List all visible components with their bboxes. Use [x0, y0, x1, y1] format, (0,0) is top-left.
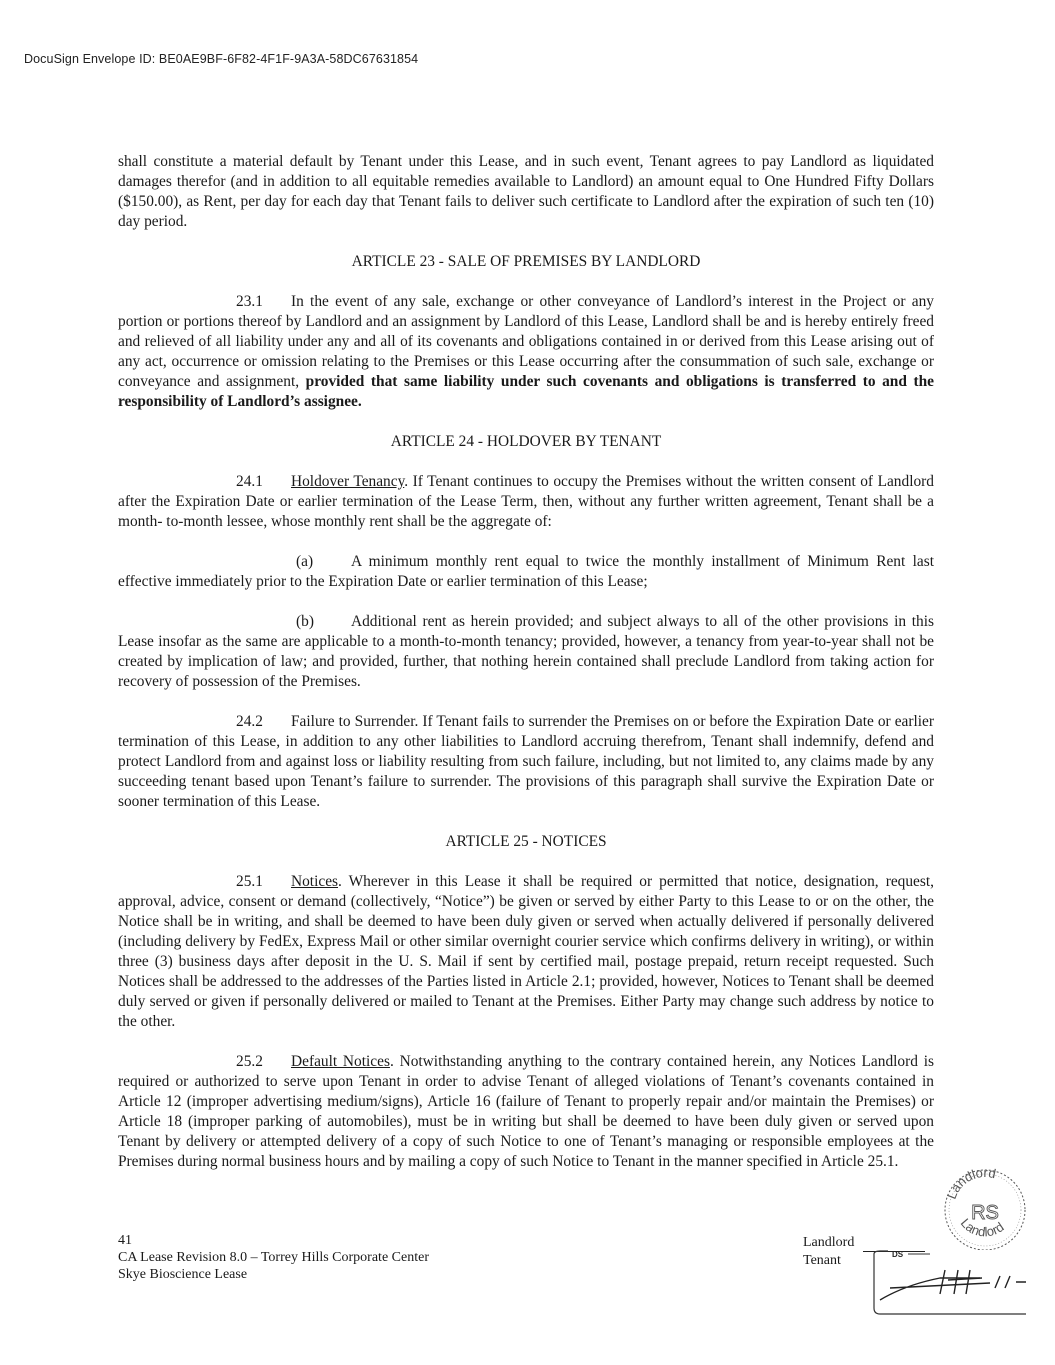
- section-text: In the event of any sale, exchange or other conveyance of Landlord’s interest in the Project or any portion or portions thereof by Landlord and an assignment by Landlord of this Lease, Landlord shall be and is hereby entirely freed and relieved of all liability under any and all of its covenants and obligations contained in or derived from this Lease arising out of any act, occurrence or omission relating to the Premises or this Lease occurring after the consummation of such sale, exchange or conveyance and assignment,: [118, 293, 934, 390]
- section-number: 25.1: [236, 873, 263, 890]
- subsection-24-1-a: [118, 552, 934, 592]
- subsection-text: A minimum monthly rent equal to twice the monthly installment of Minimum Rent last effective immediately prior to the Expiration Date or earlier termination of this Lease;: [118, 553, 934, 590]
- subsection-label: (a): [296, 553, 314, 570]
- section-23-1: [118, 292, 934, 412]
- article-23-heading: ARTICLE 23 - SALE OF PREMISES BY LANDLORD: [351, 253, 701, 270]
- subsection-24-1-b: [118, 612, 934, 692]
- stamp-initials: RS: [971, 1202, 999, 1224]
- stamp-top-text: Landlord: [943, 1164, 998, 1202]
- section-text: Notwithstanding anything to the contrary contained herein, any Notices Landlord is required or authorized to serve upon Tenant in order to advise Tenant of alleged violations of Tenant’s covenants contained in Article 12 (improper advertising medium/signs), Article 16 (failure of Tenant to properly repair and/or maintain the Premises) or Article 18 (improper parking of automobiles), must be in writing but shall be deemed to have been duly given or served upon Tenant by delivery or attempted delivery of a copy of such Notice to one of Tenant’s managing or responsible employees at the Premises during normal business hours and by mailing a copy of such Notice to Tenant in the manner specified in Article 25.1.: [118, 1053, 934, 1170]
- section-title: Notices: [291, 873, 339, 890]
- docusign-envelope-id: DocuSign Envelope ID: BE0AE9BF-6F82-4F1F-9A3A-58DC67631854: [24, 52, 419, 66]
- subsection-label: (b): [296, 613, 314, 630]
- section-bold-text: provided that same liability under such covenants and obligations is transferred to and the responsibility of Landlord’s assignee.: [118, 373, 934, 410]
- signature-stroke: [880, 1278, 990, 1300]
- footer-revision-line: CA Lease Revision 8.0 – Torrey Hills Corporate Center: [118, 1250, 429, 1265]
- section-number: 25.2: [236, 1053, 263, 1070]
- docusign-ds-label: DS: [892, 1250, 904, 1259]
- section-25-1: 25.1 Notices. Wherever in this Lease it shall be required or permitted that notice, designation, request, approval, advice, consent or demand (collectively, “Notice”) be given or served by either Party to this Lease to or on the other, the Notice shall be in writing, and shall be deemed to have been duly given or served when actually delivered if personally delivered (including delivery by FedEx, Express Mail or other similar overnight courier service which confirms delivery in writing), or within three (3) business days after deposit in the U. S. Mail if sent by certified mail, postage prepaid, return receipt requested. Such Notices shall be addressed to the addresses of the Parties listed in Article 2.1; provided, however, Notices to Tenant shall be deemed duly served or given if personally delivered or mailed to Tenant at the Premises. Either Party may change such address by notice to the other.: [118, 873, 935, 1030]
- stamp-bottom-text: Landlord: [957, 1215, 1007, 1240]
- section-title: Failure to Surrender.: [291, 713, 419, 730]
- tenant-docusign-signature: [860, 1248, 1030, 1320]
- page-number: 41: [118, 1233, 132, 1248]
- tenant-label: Tenant: [803, 1253, 841, 1268]
- lease-page-body: [118, 152, 934, 1172]
- section-24-1: 24.1 Holdover Tenancy. If Tenant continues to occupy the Premises without the written consent of Landlord after the Expiration Date or earlier termination of the Lease Term, then, without any further written agreement, Tenant shall be a month- to-month lessee, whose monthly rent shall be the aggregate of:: [118, 473, 934, 530]
- section-text: Wherever in this Lease it shall be required or permitted that notice, designation, request, approval, advice, consent or demand (collectively, “Notice”) be given or served by either Party to this Lease to or on the other, the Notice shall be in writing, and shall be deemed to have been duly given or served when actually delivered if personally delivered (including delivery by FedEx, Express Mail or other similar overnight courier service which confirms delivery in writing), or within three (3) business days after deposit in the U. S. Mail if sent by certified mail, postage prepaid, return receipt requested. Such Notices shall be addressed to the addresses of the Parties listed in Article 2.1; provided, however, Notices to Tenant shall be deemed duly served or given if personally delivered or mailed to Tenant at the Premises. Either Party may change such address by notice to the other.: [118, 873, 935, 1030]
- section-number: 23.1: [236, 293, 263, 310]
- signature-initials-stroke: [940, 1270, 1026, 1294]
- section-25-2: 25.2 Default Notices. Notwithstanding anything to the contrary contained herein, any Notices Landlord is required or authorized to serve upon Tenant in order to advise Tenant of alleged violations of Tenant’s covenants contained in Article 12 (improper advertising medium/signs), Article 16 (failure of Tenant to properly repair and/or maintain the Premises) or Article 18 (improper parking of automobiles), must be in writing but shall be deemed to have been duly given or served upon Tenant by delivery or attempted delivery of a copy of such Notice to one of Tenant’s managing or responsible employees at the Premises during normal business hours and by mailing a copy of such Notice to Tenant in the manner specified in Article 25.1.: [118, 1053, 934, 1170]
- section-title: Holdover Tenancy: [291, 473, 405, 490]
- article-24-heading: ARTICLE 24 - HOLDOVER BY TENANT: [390, 433, 662, 450]
- section-title: Default Notices: [291, 1053, 390, 1070]
- section-number: 24.1: [236, 473, 263, 490]
- docusign-bracket-top: [874, 1251, 888, 1254]
- landlord-label: Landlord: [803, 1235, 855, 1250]
- article-25-heading: ARTICLE 25 - NOTICES: [445, 833, 607, 850]
- landlord-initial-stamp: [940, 1160, 1030, 1250]
- intro-paragraph: shall constitute a material default by Tenant under this Lease, and in such event, Tenant agrees to pay Landlord as liquidated damages therefor (and in addition to all equitable remedies available to Landlord) an amount equal to One Hundred Fifty Dollars ($150.00), as Rent, per day for each day that Tenant fails to deliver such certificate to Landlord after the expiration of such ten (10) day period.: [118, 153, 934, 230]
- section-text: If Tenant continues to occupy the Premises without the written consent of Landlord after the Expiration Date or earlier termination of the Lease Term, then, without any further written agreement, Tenant shall be a month- to-month lessee, whose monthly rent shall be the aggregate of:: [118, 473, 934, 530]
- section-text: If Tenant fails to surrender the Premises on or before the Expiration Date or earlier termination of this Lease, in addition to any other liabilities to Landlord accruing therefrom, Tenant shall indemnify, defend and protect Landlord from and against loss or liability resulting from such failure, including, but not limited to, any claims made by any succeeding tenant based upon Tenant’s failure to surrender. The provisions of this paragraph shall survive the Expiration Date or sooner termination of this Lease.: [118, 713, 934, 810]
- footer-lease-name: Skye Bioscience Lease: [118, 1267, 248, 1282]
- subsection-text: Additional rent as herein provided; and subject always to all of the other provisions in this Lease insofar as the same are applicable to a month-to-month tenancy; provided, however, a tenancy from year-to-year shall not be created by implication of law; and provided, further, that nothing herein contained shall preclude Landlord from taking action for recovery of possession of the Premises.: [118, 613, 934, 690]
- section-number: 24.2: [236, 713, 263, 730]
- page-footer: [118, 1232, 429, 1283]
- section-24-2: [118, 712, 934, 812]
- docusign-bracket: [874, 1254, 1026, 1314]
